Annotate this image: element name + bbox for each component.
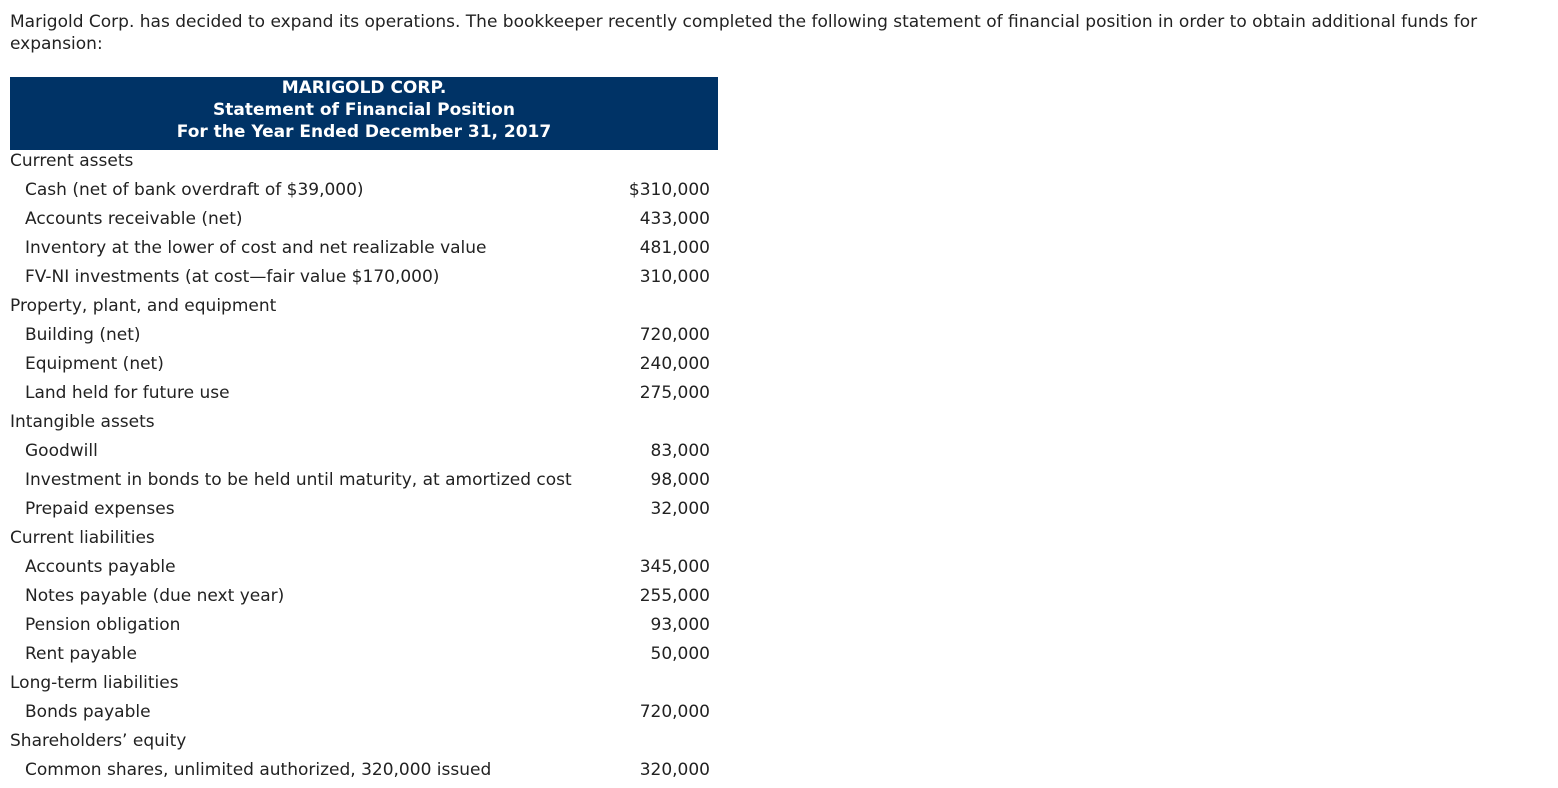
line-item-label: Bonds payable	[25, 702, 151, 722]
line-item-amount: 481,000	[639, 238, 710, 258]
line-item-label: Land held for future use	[25, 383, 230, 403]
section-label: Long-term liabilities	[10, 673, 179, 693]
line-item-label: Building (net)	[25, 325, 141, 345]
line-item-amount: 345,000	[639, 557, 710, 577]
line-item-label: Prepaid expenses	[25, 499, 175, 519]
section-heading-row	[10, 672, 718, 701]
statement-of-financial-position	[10, 77, 718, 788]
line-item-label: Goodwill	[25, 441, 98, 461]
line-item-row	[10, 382, 718, 411]
section-label: Shareholders’ equity	[10, 731, 187, 751]
line-item-row	[10, 266, 718, 295]
line-item-row	[10, 759, 718, 788]
line-item-amount: 240,000	[639, 354, 710, 374]
section-label: Intangible assets	[10, 412, 155, 432]
line-item-row	[10, 585, 718, 614]
line-item-amount: 433,000	[639, 209, 710, 229]
section-label: Current assets	[10, 151, 134, 171]
line-item-amount: 320,000	[639, 760, 710, 780]
section-heading-row	[10, 411, 718, 440]
line-item-label: Equipment (net)	[25, 354, 164, 374]
line-item-row	[10, 237, 718, 266]
section-label: Current liabilities	[10, 528, 155, 548]
section-heading-row	[10, 295, 718, 324]
line-item-row	[10, 179, 718, 208]
line-item-amount: 50,000	[650, 644, 710, 664]
line-item-label: FV-NI investments (at cost—fair value $170,000)	[25, 267, 440, 287]
line-item-row	[10, 614, 718, 643]
line-item-label: Inventory at the lower of cost and net realizable value	[25, 238, 487, 258]
line-item-amount: 720,000	[639, 702, 710, 722]
line-item-row	[10, 324, 718, 353]
section-heading-row	[10, 150, 718, 179]
line-item-amount: 32,000	[650, 499, 710, 519]
line-item-label: Common shares, unlimited authorized, 320,000 issued	[25, 760, 492, 780]
statement-title: Statement of Financial Position	[213, 100, 515, 120]
line-item-row	[10, 469, 718, 498]
statement-header	[10, 77, 718, 150]
line-item-label: Rent payable	[25, 644, 138, 664]
line-item-row	[10, 353, 718, 382]
company-name: MARIGOLD CORP.	[281, 78, 447, 98]
line-item-label: Pension obligation	[25, 615, 181, 635]
section-heading-row	[10, 730, 718, 759]
line-item-label: Cash (net of bank overdraft of $39,000)	[25, 180, 364, 200]
line-item-amount: $310,000	[628, 180, 710, 200]
line-item-label: Accounts payable	[25, 557, 176, 577]
line-item-amount: 275,000	[639, 383, 710, 403]
line-item-row	[10, 440, 718, 469]
line-item-row	[10, 208, 718, 237]
line-item-amount: 720,000	[639, 325, 710, 345]
line-item-row	[10, 701, 718, 730]
section-heading-row	[10, 527, 718, 556]
line-item-amount: 255,000	[639, 586, 710, 606]
statement-rows	[10, 150, 718, 788]
line-item-amount: 83,000	[650, 441, 710, 461]
line-item-row	[10, 643, 718, 672]
line-item-label: Investment in bonds to be held until maturity, at amortized cost	[25, 470, 572, 490]
line-item-label: Accounts receivable (net)	[25, 209, 243, 229]
statement-period: For the Year Ended December 31, 2017	[176, 122, 552, 142]
section-label: Property, plant, and equipment	[10, 296, 277, 316]
line-item-amount: 310,000	[639, 267, 710, 287]
line-item-label: Notes payable (due next year)	[25, 586, 285, 606]
problem-intro-text: Marigold Corp. has decided to expand its operations. The bookkeeper recently completed the following statement of financial position in order to obtain additional funds for expansion:	[10, 12, 1478, 54]
line-item-row	[10, 498, 718, 527]
line-item-amount: 98,000	[650, 470, 710, 490]
line-item-amount: 93,000	[650, 615, 710, 635]
line-item-row	[10, 556, 718, 585]
